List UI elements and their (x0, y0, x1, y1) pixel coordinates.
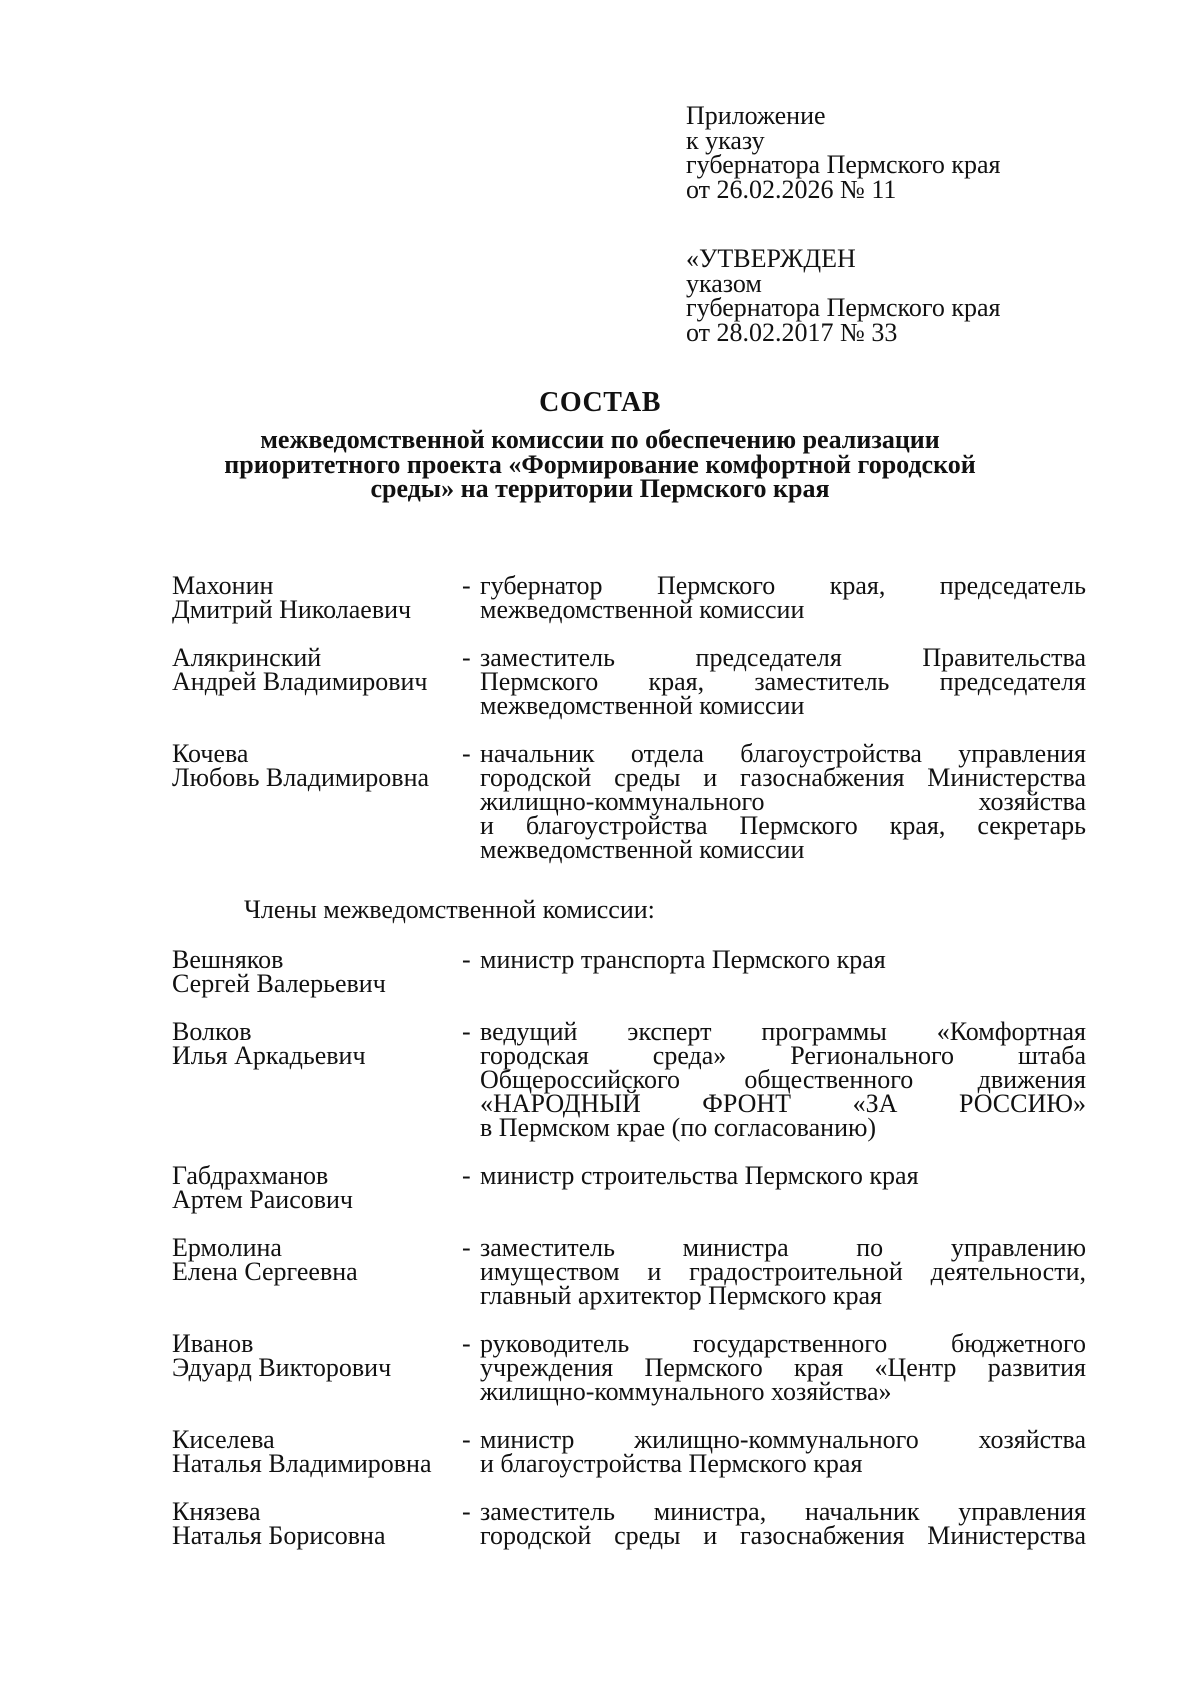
appendix-line: губернатора Пермского края (686, 150, 1001, 179)
position-line: городской среды и газоснабжения Министерства (480, 763, 1086, 792)
position-line: министр транспорта Пермского края (480, 945, 886, 974)
member-surname: Кочева (172, 739, 249, 768)
list-item (172, 739, 1086, 864)
appendix-line: Приложение (686, 101, 826, 130)
list-item (172, 1161, 1086, 1214)
position-line: руководитель государственного бюджетного (480, 1329, 1086, 1358)
member-given-name: Дмитрий Николаевич (172, 595, 412, 624)
position-line: Пермского края, заместитель председателя (480, 667, 1086, 696)
member-surname: Князева (172, 1497, 261, 1526)
list-item (172, 1425, 1086, 1478)
position-line: «НАРОДНЫЙ ФРОНТ «ЗА РОССИЮ» (480, 1089, 1086, 1118)
member-position (480, 945, 1086, 996)
list-item (172, 643, 1086, 720)
member-position (480, 1161, 1086, 1212)
member-position (480, 1497, 1086, 1550)
position-line: межведомственной комиссии (480, 835, 805, 864)
position-line: межведомственной комиссии (480, 691, 805, 720)
approved-line: указом (686, 268, 762, 298)
position-line: межведомственной комиссии (480, 595, 805, 624)
position-line: министр жилищно-коммунального хозяйства (480, 1425, 1086, 1454)
dash-separator: - (462, 1425, 471, 1454)
member-name (172, 643, 462, 718)
member-given-name: Сергей Валерьевич (172, 969, 386, 998)
document-title: СОСТАВ (539, 387, 661, 418)
member-name (172, 1233, 462, 1308)
member-name (172, 739, 462, 862)
position-line: начальник отдела благоустройства управления (480, 739, 1086, 768)
dash-separator: - (462, 1329, 471, 1358)
dash-separator: - (462, 571, 471, 600)
dash-separator: - (462, 1161, 471, 1190)
position-line: городская среда» Регионального штаба (480, 1041, 1086, 1070)
member-position (480, 1233, 1086, 1310)
position-line: министр строительства Пермского края (480, 1161, 919, 1190)
dash-separator: - (462, 739, 471, 768)
member-surname: Волков (172, 1017, 252, 1046)
approved-header (686, 244, 1106, 347)
position-line: губернатор Пермского края, председатель (480, 571, 1086, 600)
position-line: в Пермском крае (по согласованию) (480, 1113, 877, 1142)
position-line: жилищно-коммунального хозяйства» (480, 1377, 892, 1406)
member-given-name: Андрей Владимирович (172, 667, 428, 696)
approved-line: «УТВЕРЖДЕН (686, 244, 856, 273)
dash-separator: - (462, 1233, 471, 1262)
member-name (172, 1329, 462, 1404)
position-line: заместитель министра по управлению (480, 1233, 1086, 1262)
member-name (172, 1161, 462, 1214)
list-item (172, 1329, 1086, 1406)
position-line: и благоустройства Пермского края, секретарь (480, 811, 1086, 840)
subtitle-line: межведомственной комиссии по обеспечению реализации (260, 425, 940, 454)
member-position (480, 571, 1086, 624)
member-name (172, 571, 462, 624)
members-section-label: Члены межведомственной комиссии: (244, 895, 655, 924)
member-surname: Алякринский (172, 643, 322, 672)
member-position (480, 1425, 1086, 1478)
document-subtitle (0, 425, 1200, 503)
member-surname: Иванов (172, 1329, 254, 1358)
leaders-list (172, 571, 1086, 864)
member-name (172, 945, 462, 998)
subtitle-line: приоритетного проекта «Формирование комфортной городской (224, 449, 976, 479)
appendix-line: к указу (686, 125, 765, 155)
position-line: Общероссийского общественного движения (480, 1065, 1086, 1094)
position-line: учреждения Пермского края «Центр развития (480, 1353, 1086, 1382)
approved-line: губернатора Пермского края (686, 293, 1001, 322)
subtitle-line: среды» на территории Пермского края (370, 474, 830, 503)
position-line: имуществом и градостроительной деятельности, (480, 1257, 1086, 1286)
approved-line: от 28.02.2017 № 33 (686, 317, 898, 347)
list-item (172, 1497, 1086, 1550)
list-item (172, 571, 1086, 624)
list-item (172, 945, 1086, 998)
dash-separator: - (462, 945, 471, 974)
member-surname: Киселева (172, 1425, 275, 1454)
member-given-name: Илья Аркадьевич (172, 1041, 366, 1070)
position-line: городской среды и газоснабжения Министерства (480, 1521, 1086, 1550)
member-position (480, 1017, 1086, 1142)
position-line: и благоустройства Пермского края (480, 1449, 863, 1478)
position-line: главный архитектор Пермского края (480, 1281, 882, 1310)
member-name (172, 1497, 462, 1550)
member-given-name: Артем Раисович (172, 1185, 354, 1214)
members-list (172, 945, 1086, 1550)
dash-separator: - (462, 643, 471, 672)
position-line: заместитель председателя Правительства (480, 643, 1086, 672)
member-name (172, 1425, 462, 1478)
member-given-name: Любовь Владимировна (172, 763, 430, 792)
member-surname: Ермолина (172, 1233, 282, 1262)
member-name (172, 1017, 462, 1140)
dash-separator: - (462, 1497, 471, 1526)
member-given-name: Елена Сергеевна (172, 1257, 358, 1286)
member-given-name: Наталья Борисовна (172, 1521, 386, 1550)
member-surname: Габдрахманов (172, 1161, 329, 1190)
list-item (172, 1233, 1086, 1310)
member-surname: Махонин (172, 571, 274, 600)
position-line: жилищно-коммунального хозяйства (480, 787, 1086, 816)
position-line: заместитель министра, начальник управления (480, 1497, 1086, 1526)
position-line: ведущий эксперт программы «Комфортная (480, 1017, 1086, 1046)
dash-separator: - (462, 1017, 471, 1046)
member-position (480, 643, 1086, 720)
member-given-name: Наталья Владимировна (172, 1449, 432, 1478)
appendix-header (686, 101, 1106, 204)
member-position (480, 1329, 1086, 1406)
appendix-line: от 26.02.2026 № 11 (686, 174, 897, 204)
member-surname: Вешняков (172, 945, 284, 974)
member-given-name: Эдуард Викторович (172, 1353, 392, 1382)
list-item (172, 1017, 1086, 1142)
member-position (480, 739, 1086, 864)
